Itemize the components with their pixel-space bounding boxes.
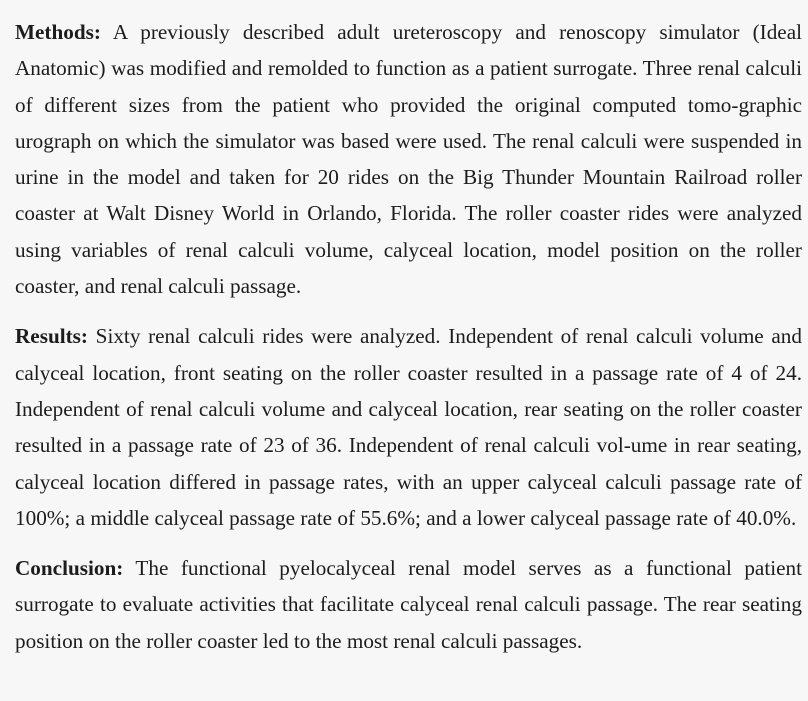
abstract-body — [15, 14, 802, 673]
conclusion-heading: Conclusion: — [15, 556, 124, 581]
results-heading: Results: — [15, 324, 88, 349]
methods-paragraph — [15, 14, 802, 304]
conclusion-paragraph — [15, 550, 802, 659]
results-text: Sixty renal calculi rides were analyzed. Independent of renal calculi volume and calyceal location, front seating on the roller coaster resulted in a passage rate of 4 of 24. Independent of renal calculi volume and calyceal location, rear seating on the roller coaster resulted in a passage rate of 23 of 36. Independent of renal calculi vol-ume in rear seating, calyceal location differed in passage rates, with an upper calyceal calculi passage rate of 100%; a middle calyceal passage rate of 55.6%; and a lower calyceal passage rate of 40.0%. — [15, 324, 802, 530]
methods-text: A previously described adult ureteroscopy and renoscopy simulator (Ideal Anatomic) was modified and remolded to function as a patient surrogate. Three renal calculi of different sizes from the patient who provided the original computed tomo-graphic urograph on which the simulator was based were used. The renal calculi were suspended in urine in the model and taken for 20 rides on the Big Thunder Mountain Railroad roller coaster at Walt Disney World in Orlando, Florida. The roller coaster rides were analyzed using variables of renal calculi volume, calyceal location, model position on the roller coaster, and renal calculi passage. — [15, 20, 802, 299]
methods-heading: Methods: — [15, 20, 101, 44]
results-paragraph — [15, 318, 802, 536]
conclusion-text: The functional pyelocalyceal renal model serves as a functional patient surrogate to evaluate activities that facilitate calyceal renal calculi passage. The rear seating position on the roller coaster led to the most renal calculi passages. — [15, 556, 802, 653]
